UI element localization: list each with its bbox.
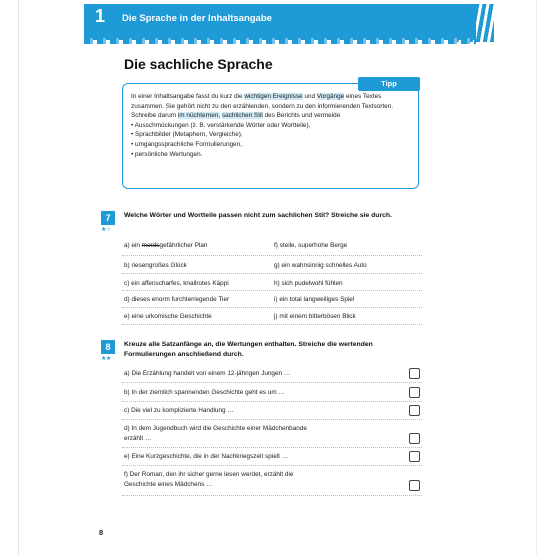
separator xyxy=(122,419,422,420)
task-8-checkbox-b[interactable] xyxy=(409,387,420,398)
task-8-item-b: b) In der ziemlich spannenden Geschichte geht es um … xyxy=(124,389,285,396)
option-text: a) ein xyxy=(124,242,142,249)
tip-bullet: • umgangssprachliche Formulierungen, xyxy=(131,140,410,150)
task-8-item-d: d) In dem Jugendbuch wird die Geschichte einer Mädchenbande erzählt … xyxy=(124,425,307,442)
separator xyxy=(122,495,422,496)
page-number: 8 xyxy=(99,528,104,537)
task-8-badge: 8 xyxy=(101,340,115,354)
task-7-option-c[interactable]: c) ein affenscharfes, knallrotes Käppi xyxy=(124,280,229,287)
task-8-item-a: a) Die Erzählung handelt von einem 12-jährigen Jungen … xyxy=(124,370,291,377)
task-7-difficulty-stars: ★☆ xyxy=(101,227,111,233)
tip-text-part: und xyxy=(302,93,317,100)
task-7-option-e[interactable]: e) eine urkomische Geschichte xyxy=(124,313,212,320)
task-7-option-f[interactable]: f) steile, superhohe Berge xyxy=(274,242,348,249)
tip-text-part: des Berichts und vermeide xyxy=(262,112,341,120)
tip-label: Tipp xyxy=(358,77,420,91)
task-7-option-j[interactable]: j) mit einem bitterbösen Blick xyxy=(274,313,356,320)
tip-highlight: sachlichen Stil xyxy=(221,112,263,120)
tip-highlight: wichtigen Ereignisse xyxy=(244,93,303,100)
separator xyxy=(122,290,422,291)
tip-bullet: • Ausschmückungen (z. B. verstärkende Wörter oder Wortteile), xyxy=(131,121,410,131)
separator xyxy=(122,465,422,466)
separator xyxy=(122,382,422,383)
task-7-option-h[interactable]: h) sich pudelwohl fühlen xyxy=(274,280,343,287)
task-7-badge: 7 xyxy=(101,211,115,225)
tip-highlight: Vorgänge xyxy=(316,93,345,100)
tip-text xyxy=(131,92,410,121)
task-8-checkbox-d[interactable] xyxy=(409,433,420,444)
page-edge-left xyxy=(18,0,19,555)
tip-text-part: In einer Inhaltsangabe fasst du kurz die xyxy=(131,93,245,100)
task-8-checkbox-e[interactable] xyxy=(409,451,420,462)
section-title: Die sachliche Sprache xyxy=(124,56,273,72)
page-edge-right xyxy=(536,0,537,555)
task-8-checkbox-c[interactable] xyxy=(409,405,420,416)
tip-bullet-list xyxy=(131,121,410,159)
task-8-checkbox-a[interactable] xyxy=(409,368,420,379)
task-7-instruction: Welche Wörter und Wortteile passen nicht zum sachlichen Stil? Streiche sie durch. xyxy=(124,212,392,219)
separator xyxy=(122,324,422,325)
tip-bullet: • Sprachbilder (Metaphern, Vergleiche), xyxy=(131,130,410,140)
option-text: gefährlicher Plan xyxy=(159,242,208,249)
separator xyxy=(122,401,422,402)
task-8-item-c: c) Die viel zu komplizierte Handlung … xyxy=(124,407,234,414)
chapter-number: 1 xyxy=(95,6,106,26)
tip-text-part: eines Textes zusammen. Sie gehört nicht zu den erzählenden, sondern zu den informierenden Textsorten. Schreibe darum xyxy=(131,93,394,120)
banner-brush-edge xyxy=(84,38,476,44)
tip-box xyxy=(122,83,419,189)
separator xyxy=(122,255,422,256)
task-8-item-e: e) Eine Kurzgeschichte, die in der Nachkriegszeit spielt … xyxy=(124,453,289,460)
task-7-option-d[interactable]: d) dieses enorm furchterregende Tier xyxy=(124,296,230,303)
task-8-checkbox-f[interactable] xyxy=(409,480,420,491)
task-8-difficulty-stars: ★★ xyxy=(101,356,111,362)
task-7-option-i[interactable]: i) ein total langweiliges Spiel xyxy=(274,296,355,303)
tip-bullet: • persönliche Wertungen. xyxy=(131,150,410,160)
task-7-option-a[interactable] xyxy=(124,242,208,249)
struck-text: mords xyxy=(141,242,160,249)
separator xyxy=(122,273,422,274)
task-8-item-f: f) Der Roman, den ihr sicher gerne lesen werdet, erzählt die Geschichte eines Mädchens … xyxy=(124,471,294,488)
separator xyxy=(122,447,422,448)
task-8-instruction: Kreuze alle Satzanfänge an, die Wertungen enthalten. Streiche die wertenden Formulierungen anschließend durch. xyxy=(124,341,373,358)
tip-highlight: im nüchternen, xyxy=(177,112,221,120)
chapter-title: Die Sprache in der Inhaltsangabe xyxy=(122,13,272,24)
task-7-option-b[interactable]: b) riesengroßes Glück xyxy=(124,262,187,269)
task-7-option-g[interactable]: g) ein wahnsinnig schnelles Auto xyxy=(274,262,367,269)
separator xyxy=(122,307,422,308)
